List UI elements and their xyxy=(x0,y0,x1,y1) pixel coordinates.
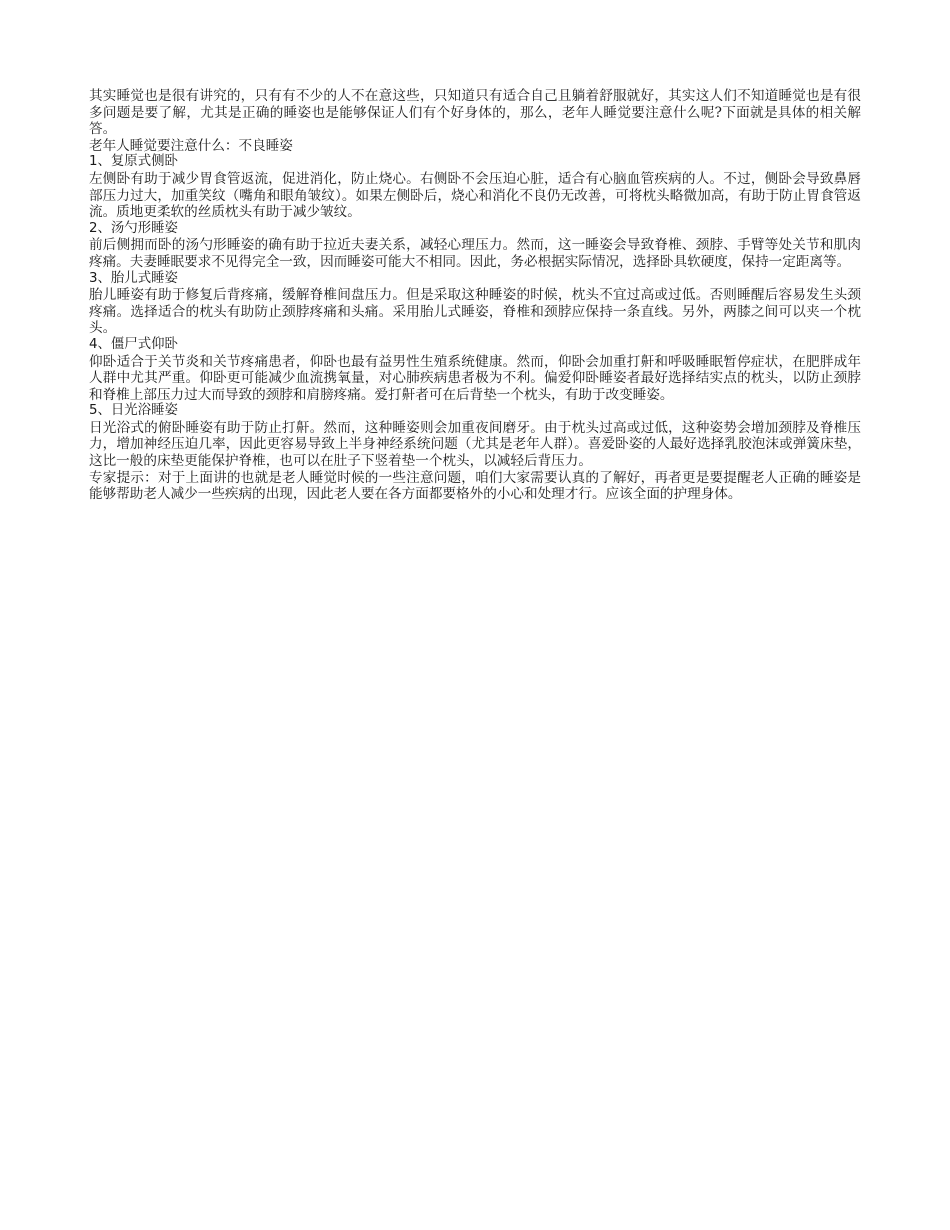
item-body-5: 日光浴式的俯卧睡姿有助于防止打鼾。然而，这种睡姿则会加重夜间磨牙。由于枕头过高或过低，这种姿势会增加颈脖及脊椎压力，增加神经压迫几率，因此更容易导致上半身神经系统问题（尤其是老年人群）。喜爱卧姿的人最好选择乳胶泡沫或弹簧床垫，这比一般的床垫更能保护脊椎，也可以在肚子下竖着垫一个枕头，以减轻后背压力。 xyxy=(89,419,861,470)
item-body-2: 前后侧拥而卧的汤勺形睡姿的确有助于拉近夫妻关系，减轻心理压力。然而，这一睡姿会导致脊椎、颈脖、手臂等处关节和肌肉疼痛。夫妻睡眠要求不见得完全一致，因而睡姿可能大不相同。因此，务必根据实际情况，选择卧具软硬度，保持一定距离等。 xyxy=(89,237,861,270)
item-body-4: 仰卧适合于关节炎和关节疼痛患者，仰卧也最有益男性生殖系统健康。然而，仰卧会加重打鼾和呼吸睡眠暂停症状，在肥胖成年人群中尤其严重。仰卧更可能减少血流携氧量，对心肺疾病患者极为不利。偏爱仰卧睡姿者最好选择结实点的枕头，以防止颈脖和脊椎上部压力过大而导致的颈脖和肩膀疼痛。爱打鼾者可在后背垫一个枕头，有助于改变睡姿。 xyxy=(89,353,861,403)
item-heading-2: 2、汤勺形睡姿 xyxy=(89,220,178,236)
item-heading-4: 4、僵尸式仰卧 xyxy=(89,336,178,352)
article-body xyxy=(89,88,861,503)
intro-paragraph: 其实睡觉也是很有讲究的，只有有不少的人不在意这些，只知道只有适合自己且躺着舒服就好，其实这人们不知道睡觉也是有很多问题是要了解，尤其是正确的睡姿也是能够保证人们有个好身体的，那么，老年人睡觉要注意什么呢?下面就是具体的相关解答。 xyxy=(89,88,861,138)
expert-tip-paragraph: 专家提示：对于上面讲的也就是老人睡觉时候的一些注意问题，咱们大家需要认真的了解好，再者更是要提醒老人正确的睡姿是能够帮助老人减少一些疾病的出现，因此老人要在各方面都要格外的小心和处理才行。应该全面的护理身体。 xyxy=(89,469,861,503)
item-body-1: 左侧卧有助于减少胃食管返流，促进消化，防止烧心。右侧卧不会压迫心脏，适合有心脑血管疾病的人。不过，侧卧会导致鼻唇部压力过大，加重笑纹（嘴角和眼角皱纹）。如果左侧卧后，烧心和消化不良仍无改善，可将枕头略微加高，有助于防止胃食管返流。质地更柔软的丝质枕头有助于减少皱纹。 xyxy=(89,170,861,221)
item-heading-3: 3、胎儿式睡姿 xyxy=(89,270,178,286)
item-heading-1: 1、复原式侧卧 xyxy=(89,154,178,170)
item-heading-5: 5、日光浴睡姿 xyxy=(89,403,178,419)
item-body-3: 胎儿睡姿有助于修复后背疼痛，缓解脊椎间盘压力。但是采取这种睡姿的时候，枕头不宜过高或过低。否则睡醒后容易发生头颈疼痛。选择适合的枕头有助防止颈脖疼痛和头痛。采用胎儿式睡姿，脊椎和颈脖应保持一条直线。另外，两膝之间可以夹一个枕头。 xyxy=(89,287,861,337)
section-title: 老年人睡觉要注意什么：不良睡姿 xyxy=(89,137,293,154)
